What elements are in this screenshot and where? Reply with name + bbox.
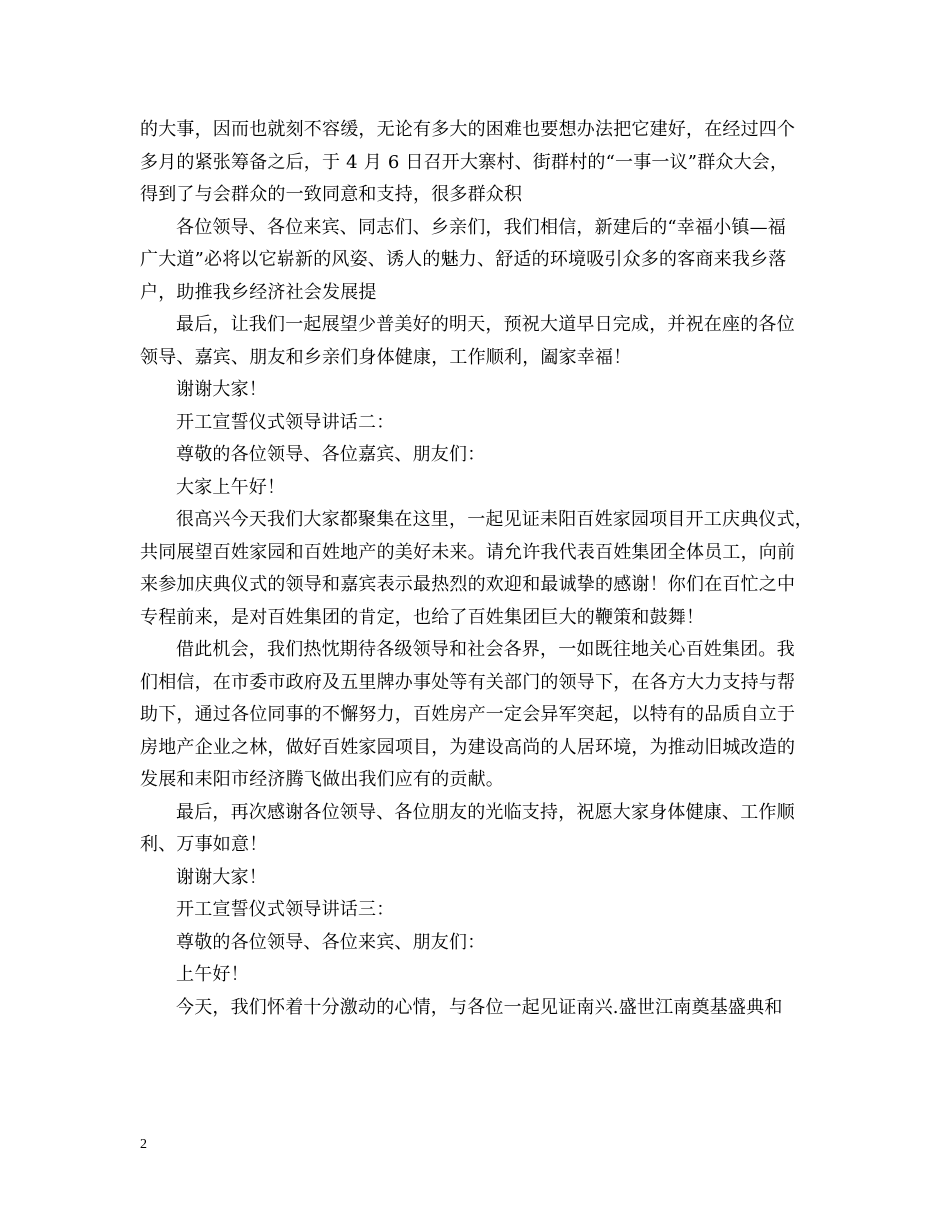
text-line: 谢谢大家！: [176, 379, 267, 400]
text-line: 开工宣誓仪式领导讲话三：: [176, 899, 395, 920]
text-line: 尊敬的各位领导、各位来宾、朋友们：: [176, 931, 486, 953]
text-line: 户，助推我乡经济社会发展提: [140, 281, 377, 303]
text-line: 助下，通过各位同事的不懈努力，百姓房产一定会异军突起，以特有的品质自立于: [140, 704, 796, 725]
text-line: 们相信，在市委市政府及五里牌办事处等有关部门的领导下，在各方大力支持与帮: [140, 671, 796, 693]
text-line: 多月的紧张筹备之后，于 4 月 6 日召开大寨村、街群村的“一事一议”群众大会，: [140, 151, 789, 173]
text-line: 尊敬的各位领导、各位嘉宾、朋友们：: [176, 444, 486, 465]
text-line: 利、万事如意！: [140, 834, 268, 855]
document-body: [140, 114, 816, 1024]
page-number: 2: [140, 1137, 147, 1152]
text-line: 广大道”必将以它崭新的风姿、诱人的魅力、舒适的环境吸引众多的客商来我乡落: [140, 249, 787, 270]
text-line: 专程前来，是对百姓集团的肯定，也给了百姓集团巨大的鞭策和鼓舞！: [140, 606, 705, 628]
text-line: 很高兴今天我们大家都聚集在这里，一起见证耒阳百姓家园项目开工庆典仪式，: [176, 509, 813, 530]
text-line: 发展和耒阳市经济腾飞做出我们应有的贡献。: [140, 769, 504, 790]
text-line: 上午好！: [176, 964, 249, 985]
text-line: 共同展望百姓家园和百姓地产的美好未来。请允许我代表百姓集团全体员工，向前: [140, 541, 796, 563]
text-line: 今天，我们怀着十分激动的心情，与各位一起见证南兴.盛世江南奠基盛典和: [176, 996, 783, 1018]
text-line: 最后，让我们一起展望少普美好的明天，预祝大道早日完成，并祝在座的各位: [176, 314, 795, 335]
text-line: 房地产企业之林，做好百姓家园项目，为建设高尚的人居环境，为推动旧城改造的: [140, 736, 796, 758]
text-line: 的大事，因而也就刻不容缓，无论有多大的困难也要想办法把它建好，在经过四个: [140, 119, 796, 140]
text-line: 大家上午好！: [176, 476, 286, 498]
text-line: 借此机会，我们热忱期待各级领导和社会各界，一如既往地关心百姓集团。我: [176, 639, 795, 660]
text-line: 谢谢大家！: [176, 866, 267, 888]
text-line: 开工宣誓仪式领导讲话二：: [176, 411, 395, 433]
text-line: 各位领导、各位来宾、同志们、乡亲们，我们相信，新建后的“幸福小镇—福: [176, 216, 786, 238]
text-line: 来参加庆典仪式的领导和嘉宾表示最热烈的欢迎和最诚挚的感谢！你们在百忙之中: [140, 574, 796, 595]
text-line: 领导、嘉宾、朋友和乡亲们身体健康，工作顺利，阖家幸福！: [140, 346, 632, 368]
text-line: 得到了与会群众的一致同意和支持，很多群众积: [140, 184, 523, 205]
text-line: 最后，再次感谢各位领导、各位朋友的光临支持，祝愿大家身体健康、工作顺: [176, 801, 795, 823]
